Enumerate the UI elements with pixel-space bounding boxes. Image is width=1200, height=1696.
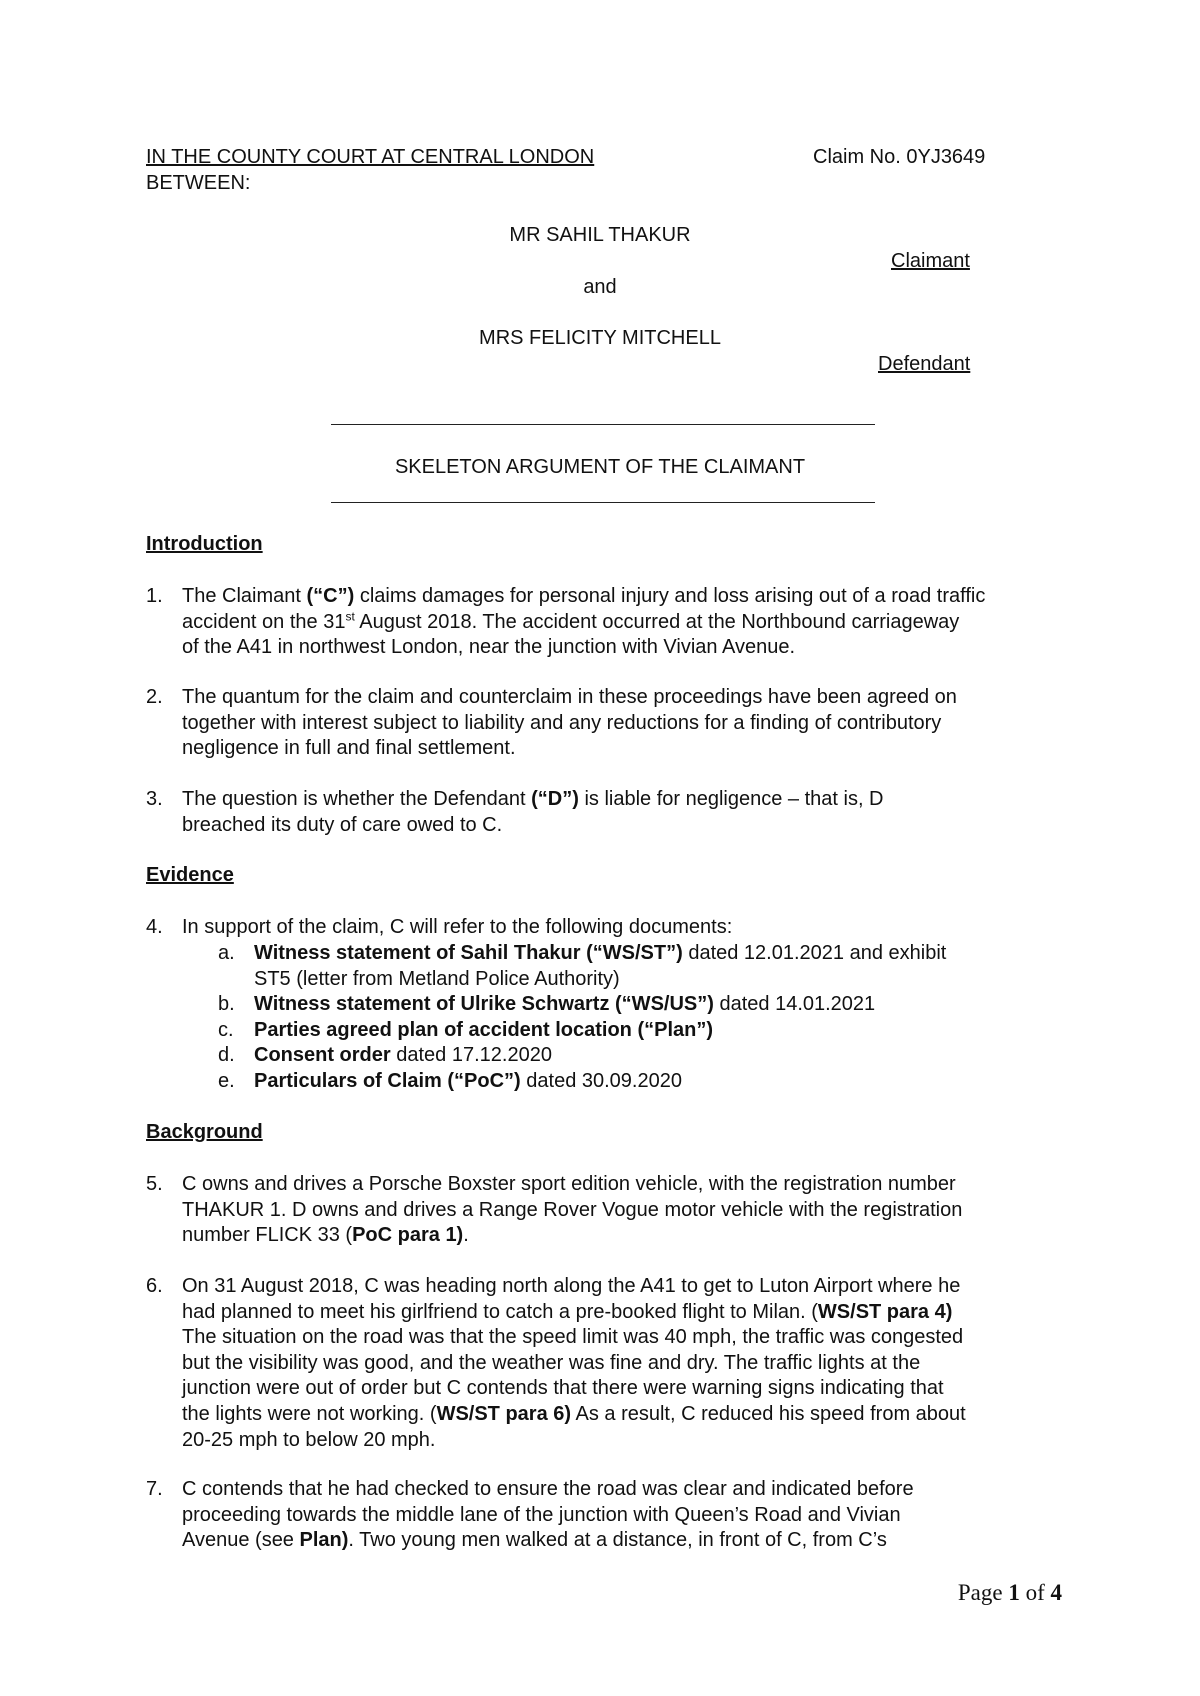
paragraph-1 bbox=[146, 584, 1076, 661]
title-rule-top bbox=[331, 424, 875, 425]
paragraph-3 bbox=[146, 787, 1076, 838]
paragraph-number: 5. bbox=[146, 1173, 163, 1195]
text: negligence in full and final settlement. bbox=[182, 737, 516, 760]
list-letter: c. bbox=[218, 1019, 234, 1041]
paragraph-number: 4. bbox=[146, 916, 163, 938]
text: dated 12.01.2021 and exhibit bbox=[682, 942, 947, 964]
and-label: and bbox=[583, 276, 617, 298]
text: As a result, C reduced his speed from about bbox=[571, 1402, 966, 1425]
document-list-item bbox=[218, 1069, 682, 1095]
document-name: Witness statement of Ulrike Schwartz (“WS/US”) bbox=[254, 993, 714, 1015]
text: junction were out of order but C contends that there were warning signs indicating that bbox=[182, 1377, 944, 1400]
document-name: Witness statement of Sahil Thakur (“WS/ST”) bbox=[254, 942, 683, 964]
claimant-name: MR SAHIL THAKUR bbox=[509, 224, 691, 246]
text: ST5 (letter from Metland Police Authority) bbox=[254, 967, 620, 990]
paragraph-number: 1. bbox=[146, 585, 163, 607]
paragraph-6 bbox=[146, 1274, 1076, 1453]
paragraph-7 bbox=[146, 1477, 1076, 1554]
text: August 2018. The accident occurred at the Northbound carriageway bbox=[354, 610, 960, 633]
paragraph-number: 7. bbox=[146, 1478, 163, 1500]
text: together with interest subject to liability and any reductions for a finding of contributory bbox=[182, 711, 942, 734]
list-letter: e. bbox=[218, 1070, 235, 1092]
text: is liable for negligence – that is, D bbox=[578, 788, 884, 810]
section-heading-introduction: Introduction bbox=[146, 533, 263, 555]
text: dated 30.09.2020 bbox=[520, 1070, 682, 1092]
text: accident on the 31 bbox=[182, 610, 346, 633]
document-list-item bbox=[218, 992, 875, 1018]
court-name: IN THE COUNTY COURT AT CENTRAL LONDON bbox=[146, 146, 595, 168]
reference: WS/ST para 4) bbox=[817, 1300, 953, 1323]
text: number FLICK 33 ( bbox=[182, 1224, 353, 1247]
text: the lights were not working. ( bbox=[182, 1402, 437, 1425]
paragraph-number: 3. bbox=[146, 788, 163, 810]
text: . bbox=[463, 1224, 469, 1247]
document-name: Parties agreed plan of accident location (“Plan”) bbox=[254, 1019, 713, 1041]
document-list-item bbox=[218, 1018, 713, 1044]
defined-term: (“D”) bbox=[531, 788, 579, 810]
paragraph-4 bbox=[146, 915, 1076, 941]
text: The situation on the road was that the speed limit was 40 mph, the traffic was congested bbox=[182, 1326, 964, 1349]
reference: Plan) bbox=[299, 1529, 349, 1552]
text: but the visibility was good, and the weather was fine and dry. The traffic lights at the bbox=[182, 1351, 921, 1374]
section-heading-background: Background bbox=[146, 1121, 263, 1143]
list-letter: a. bbox=[218, 942, 235, 964]
text: THAKUR 1. D owns and drives a Range Rover Vogue motor vehicle with the registration bbox=[182, 1198, 963, 1221]
text: claims damages for personal injury and loss arising out of a road traffic bbox=[354, 585, 986, 607]
text: had planned to meet his girlfriend to catch a pre-booked flight to Milan. ( bbox=[182, 1300, 818, 1323]
text: dated 14.01.2021 bbox=[713, 993, 876, 1015]
text: C owns and drives a Porsche Boxster sport edition vehicle, with the registration number bbox=[182, 1173, 956, 1195]
defined-term: (“C”) bbox=[306, 585, 355, 607]
document-list-item bbox=[218, 941, 946, 992]
text: On 31 August 2018, C was heading north along the A41 to get to Luton Airport where he bbox=[182, 1275, 961, 1297]
text: The quantum for the claim and counterclaim in these proceedings have been agreed on bbox=[182, 686, 957, 708]
paragraph-2 bbox=[146, 685, 1076, 762]
page-number-footer bbox=[958, 1580, 1062, 1606]
text: proceeding towards the middle lane of the junction with Queen’s Road and Vivian bbox=[182, 1503, 901, 1526]
reference: PoC para 1) bbox=[352, 1224, 464, 1247]
of-label: of bbox=[1025, 1580, 1045, 1605]
document-name: Particulars of Claim (“PoC”) bbox=[254, 1070, 521, 1092]
current-page: 1 bbox=[1008, 1580, 1020, 1605]
document-list-item bbox=[218, 1043, 552, 1069]
defendant-role: Defendant bbox=[878, 353, 971, 375]
text: Avenue (see bbox=[182, 1529, 300, 1552]
text: breached its duty of care owed to C. bbox=[182, 813, 503, 836]
paragraph-number: 2. bbox=[146, 686, 163, 708]
paragraph-number: 6. bbox=[146, 1275, 163, 1297]
page-label: Page bbox=[957, 1580, 1003, 1605]
text: of the A41 in northwest London, near the junction with Vivian Avenue. bbox=[182, 636, 796, 659]
text: In support of the claim, C will refer to the following documents: bbox=[182, 916, 733, 938]
between-label: BETWEEN: bbox=[146, 172, 251, 194]
text: 20-25 mph to below 20 mph. bbox=[182, 1428, 436, 1451]
text: The Claimant bbox=[182, 585, 307, 607]
document-title: SKELETON ARGUMENT OF THE CLAIMANT bbox=[394, 456, 806, 478]
text: The question is whether the Defendant bbox=[182, 788, 532, 810]
section-heading-evidence: Evidence bbox=[146, 864, 234, 886]
reference: WS/ST para 6) bbox=[436, 1402, 572, 1425]
superscript: st bbox=[345, 608, 355, 623]
list-letter: b. bbox=[218, 993, 235, 1015]
text: dated 17.12.2020 bbox=[390, 1044, 552, 1066]
text: C contends that he had checked to ensure the road was clear and indicated before bbox=[182, 1478, 914, 1500]
claimant-role: Claimant bbox=[891, 250, 970, 272]
total-pages: 4 bbox=[1050, 1580, 1062, 1605]
defendant-name: MRS FELICITY MITCHELL bbox=[479, 327, 721, 349]
title-rule-bottom bbox=[331, 502, 875, 503]
document-name: Consent order bbox=[254, 1044, 391, 1066]
list-letter: d. bbox=[218, 1044, 235, 1066]
claim-number: Claim No. 0YJ3649 bbox=[813, 146, 986, 168]
paragraph-5 bbox=[146, 1172, 1076, 1249]
text: . Two young men walked at a distance, in front of C, from C’s bbox=[348, 1529, 887, 1552]
